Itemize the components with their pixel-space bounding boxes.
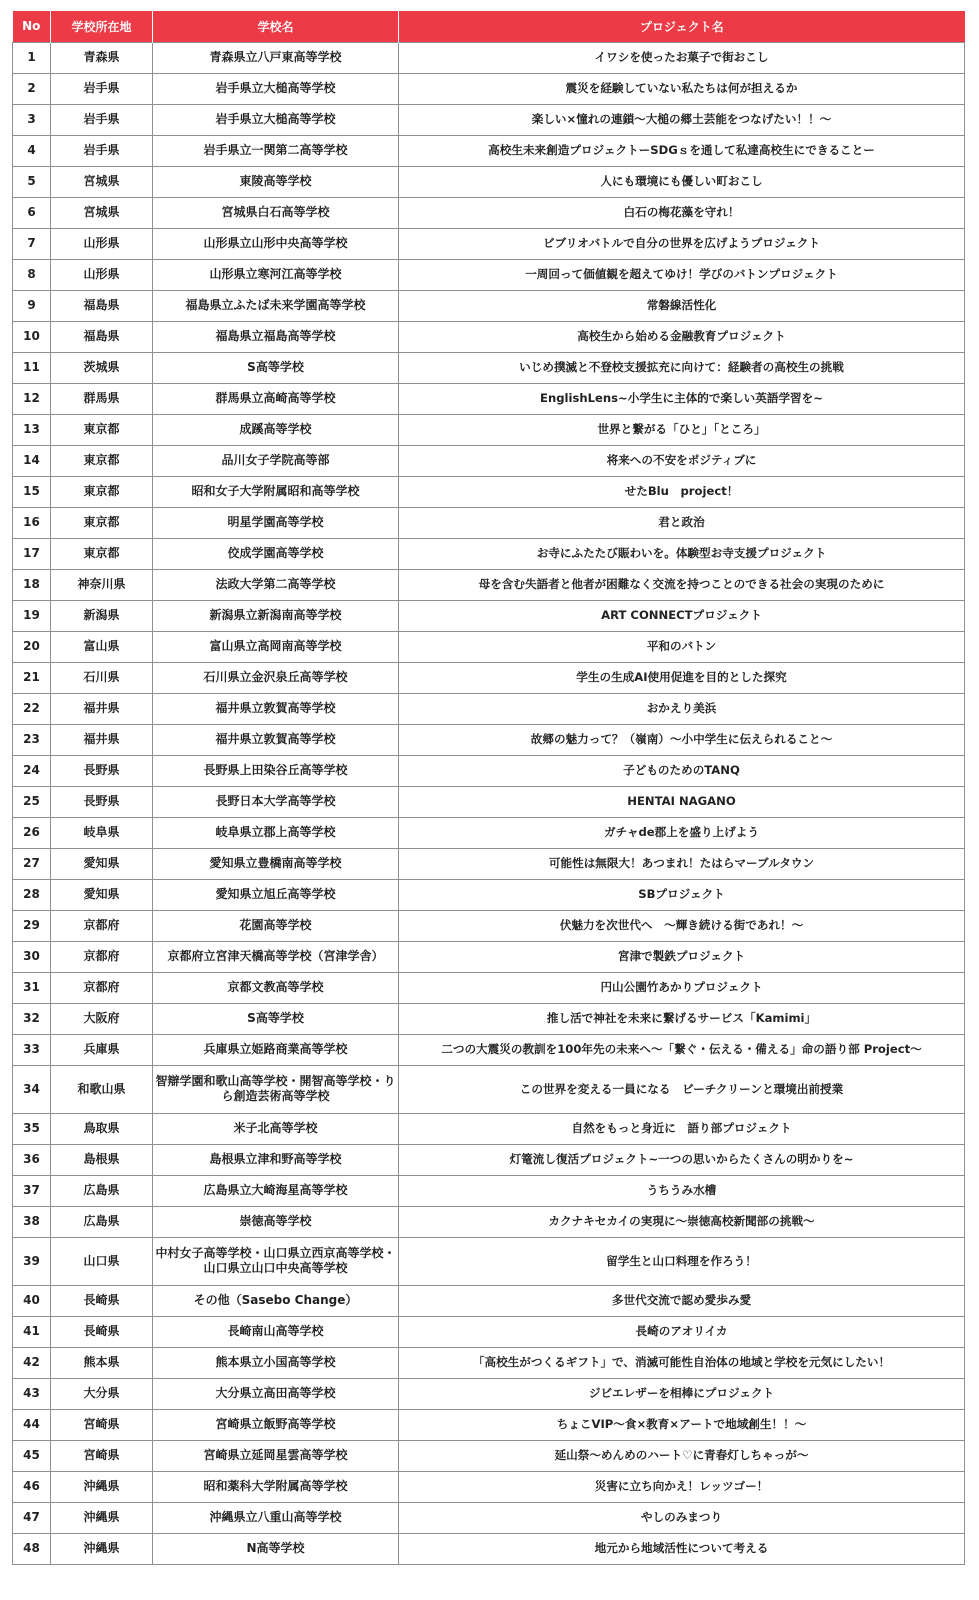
cell-no: 35 — [13, 1113, 51, 1144]
cell-project: 多世代交流で認め愛歩み愛 — [399, 1285, 965, 1316]
project-table-container — [12, 11, 964, 1565]
cell-prefecture: 長崎県 — [51, 1316, 153, 1347]
cell-no: 28 — [13, 879, 51, 910]
cell-project: 「高校生がつくるギフト」で、消滅可能性自治体の地域と学校を元気にしたい！ — [399, 1347, 965, 1378]
cell-project: 推し活で神社を未来に繋げるサービス「Kamimi」 — [399, 1003, 965, 1034]
table-row — [13, 414, 965, 445]
cell-no: 2 — [13, 73, 51, 104]
table-row — [13, 1034, 965, 1065]
cell-project: 故郷の魅力って？（嶺南）〜小中学生に伝えられること〜 — [399, 724, 965, 755]
cell-prefecture: 青森県 — [51, 42, 153, 73]
cell-school: 岩手県立一関第二高等学校 — [153, 135, 399, 166]
table-row — [13, 724, 965, 755]
cell-no: 14 — [13, 445, 51, 476]
table-row — [13, 321, 965, 352]
cell-prefecture: 和歌山県 — [51, 1065, 153, 1113]
cell-project: うちうみ水槽 — [399, 1175, 965, 1206]
cell-school: 品川女子学院高等部 — [153, 445, 399, 476]
cell-school: 岐阜県立郡上高等学校 — [153, 817, 399, 848]
cell-school: その他（Sasebo Change） — [153, 1285, 399, 1316]
cell-prefecture: 沖縄県 — [51, 1471, 153, 1502]
cell-school: 愛知県立豊橋南高等学校 — [153, 848, 399, 879]
table-row — [13, 1440, 965, 1471]
cell-no: 11 — [13, 352, 51, 383]
cell-prefecture: 石川県 — [51, 662, 153, 693]
cell-school: 宮崎県立延岡星雲高等学校 — [153, 1440, 399, 1471]
table-row — [13, 42, 965, 73]
cell-school: 山形県立寒河江高等学校 — [153, 259, 399, 290]
table-row — [13, 1206, 965, 1237]
cell-project: 延山祭〜めんめのハート♡に青春灯しちゃっが〜 — [399, 1440, 965, 1471]
cell-no: 47 — [13, 1502, 51, 1533]
cell-school: S高等学校 — [153, 1003, 399, 1034]
cell-school: 昭和薬科大学附属高等学校 — [153, 1471, 399, 1502]
cell-project: 長崎のアオリイカ — [399, 1316, 965, 1347]
cell-school: 富山県立高岡南高等学校 — [153, 631, 399, 662]
table-row — [13, 1533, 965, 1564]
cell-school: 福島県立福島高等学校 — [153, 321, 399, 352]
cell-project: 学生の生成AI使用促進を目的とした探究 — [399, 662, 965, 693]
cell-school: 石川県立金沢泉丘高等学校 — [153, 662, 399, 693]
cell-project: 地元から地域活性について考える — [399, 1533, 965, 1564]
cell-prefecture: 長野県 — [51, 755, 153, 786]
cell-no: 10 — [13, 321, 51, 352]
cell-project: 世界と繋がる「ひと」「ところ」 — [399, 414, 965, 445]
cell-project: お寺にふたたび賑わいを。体験型お寺支援プロジェクト — [399, 538, 965, 569]
cell-project: 将来への不安をポジティブに — [399, 445, 965, 476]
table-row — [13, 73, 965, 104]
cell-no: 9 — [13, 290, 51, 321]
cell-prefecture: 新潟県 — [51, 600, 153, 631]
cell-school: 宮崎県立飯野高等学校 — [153, 1409, 399, 1440]
cell-no: 23 — [13, 724, 51, 755]
table-row — [13, 1347, 965, 1378]
cell-school: 米子北高等学校 — [153, 1113, 399, 1144]
cell-prefecture: 茨城県 — [51, 352, 153, 383]
cell-prefecture: 大分県 — [51, 1378, 153, 1409]
cell-project: この世界を変える一員になる ビーチクリーンと環境出前授業 — [399, 1065, 965, 1113]
table-row — [13, 1113, 965, 1144]
cell-school: 広島県立大崎海星高等学校 — [153, 1175, 399, 1206]
cell-prefecture: 沖縄県 — [51, 1533, 153, 1564]
cell-prefecture: 熊本県 — [51, 1347, 153, 1378]
cell-project: 可能性は無限大！あつまれ！たはらマーブルタウン — [399, 848, 965, 879]
cell-school: 花園高等学校 — [153, 910, 399, 941]
cell-school: 岩手県立大槌高等学校 — [153, 104, 399, 135]
cell-prefecture: 島根県 — [51, 1144, 153, 1175]
cell-prefecture: 長崎県 — [51, 1285, 153, 1316]
cell-school: 熊本県立小国高等学校 — [153, 1347, 399, 1378]
column-header-no: No — [13, 11, 51, 42]
cell-no: 41 — [13, 1316, 51, 1347]
cell-no: 27 — [13, 848, 51, 879]
cell-project: 平和のバトン — [399, 631, 965, 662]
cell-no: 7 — [13, 228, 51, 259]
column-header-project: プロジェクト名 — [639, 19, 724, 34]
table-row — [13, 817, 965, 848]
table-row — [13, 538, 965, 569]
cell-prefecture: 京都府 — [51, 972, 153, 1003]
table-row — [13, 1378, 965, 1409]
cell-project: 白石の梅花藻を守れ！ — [399, 197, 965, 228]
cell-school: 成蹊高等学校 — [153, 414, 399, 445]
cell-prefecture: 長野県 — [51, 786, 153, 817]
table-row — [13, 910, 965, 941]
table-row — [13, 1316, 965, 1347]
table-row — [13, 848, 965, 879]
cell-project: 円山公園竹あかりプロジェクト — [399, 972, 965, 1003]
cell-school: 福島県立ふたば未来学園高等学校 — [153, 290, 399, 321]
cell-prefecture: 東京都 — [51, 476, 153, 507]
table-row — [13, 507, 965, 538]
cell-school: 福井県立敦賀高等学校 — [153, 693, 399, 724]
cell-prefecture: 富山県 — [51, 631, 153, 662]
table-row — [13, 476, 965, 507]
table-row — [13, 104, 965, 135]
cell-no: 4 — [13, 135, 51, 166]
cell-school: 宮城県白石高等学校 — [153, 197, 399, 228]
table-row — [13, 352, 965, 383]
cell-project: 高校生から始める金融教育プロジェクト — [399, 321, 965, 352]
cell-prefecture: 宮城県 — [51, 166, 153, 197]
table-row — [13, 879, 965, 910]
cell-prefecture: 兵庫県 — [51, 1034, 153, 1065]
table-row — [13, 1175, 965, 1206]
cell-prefecture: 岩手県 — [51, 73, 153, 104]
table-row — [13, 1409, 965, 1440]
cell-prefecture: 大阪府 — [51, 1003, 153, 1034]
cell-no: 39 — [13, 1237, 51, 1285]
cell-prefecture: 福井県 — [51, 724, 153, 755]
cell-project: 灯篭流し復活プロジェクト~一つの思いからたくさんの明かりを~ — [399, 1144, 965, 1175]
cell-project: EnglishLens~小学生に主体的で楽しい英語学習を~ — [399, 383, 965, 414]
cell-prefecture: 広島県 — [51, 1175, 153, 1206]
cell-prefecture: 東京都 — [51, 414, 153, 445]
cell-prefecture: 群馬県 — [51, 383, 153, 414]
cell-no: 31 — [13, 972, 51, 1003]
cell-no: 1 — [13, 42, 51, 73]
project-table — [12, 11, 965, 1565]
cell-prefecture: 福井県 — [51, 693, 153, 724]
cell-project: 母を含む失語者と他者が困難なく交流を持つことのできる社会の実現のために — [399, 569, 965, 600]
cell-project: いじめ撲滅と不登校支援拡充に向けて：経験者の高校生の挑戦 — [399, 352, 965, 383]
cell-no: 3 — [13, 104, 51, 135]
cell-no: 46 — [13, 1471, 51, 1502]
cell-no: 5 — [13, 166, 51, 197]
cell-prefecture: 岩手県 — [51, 135, 153, 166]
table-row — [13, 1065, 965, 1113]
cell-no: 13 — [13, 414, 51, 445]
table-row — [13, 1144, 965, 1175]
cell-school: 崇徳高等学校 — [153, 1206, 399, 1237]
cell-project: ガチャde郡上を盛り上げよう — [399, 817, 965, 848]
cell-prefecture: 山形県 — [51, 228, 153, 259]
cell-prefecture: 山口県 — [51, 1237, 153, 1285]
cell-prefecture: 沖縄県 — [51, 1502, 153, 1533]
table-row — [13, 445, 965, 476]
cell-prefecture: 鳥取県 — [51, 1113, 153, 1144]
column-header-school: 学校名 — [153, 11, 399, 42]
cell-project: 人にも環境にも優しい町おこし — [399, 166, 965, 197]
cell-no: 22 — [13, 693, 51, 724]
cell-no: 32 — [13, 1003, 51, 1034]
cell-project: せたBlu project！ — [399, 476, 965, 507]
cell-no: 33 — [13, 1034, 51, 1065]
cell-no: 34 — [13, 1065, 51, 1113]
cell-prefecture: 山形県 — [51, 259, 153, 290]
table-row — [13, 166, 965, 197]
cell-project: やしのみまつり — [399, 1502, 965, 1533]
cell-school: 智辯学園和歌山高等学校・開智高等学校・りら創造芸術高等学校 — [153, 1065, 399, 1113]
cell-no: 8 — [13, 259, 51, 290]
table-row — [13, 259, 965, 290]
table-row — [13, 1237, 965, 1285]
cell-school: 京都文教高等学校 — [153, 972, 399, 1003]
cell-no: 36 — [13, 1144, 51, 1175]
table-row — [13, 1502, 965, 1533]
cell-no: 15 — [13, 476, 51, 507]
cell-school: 中村女子高等学校・山口県立西京高等学校・山口県立山口中央高等学校 — [153, 1237, 399, 1285]
table-row — [13, 600, 965, 631]
cell-prefecture: 東京都 — [51, 507, 153, 538]
cell-no: 38 — [13, 1206, 51, 1237]
table-row — [13, 941, 965, 972]
cell-no: 18 — [13, 569, 51, 600]
cell-school: 明星学園高等学校 — [153, 507, 399, 538]
cell-no: 17 — [13, 538, 51, 569]
cell-school: 山形県立山形中央高等学校 — [153, 228, 399, 259]
cell-school: 長野日本大学高等学校 — [153, 786, 399, 817]
cell-no: 21 — [13, 662, 51, 693]
cell-no: 6 — [13, 197, 51, 228]
cell-prefecture: 岐阜県 — [51, 817, 153, 848]
cell-no: 43 — [13, 1378, 51, 1409]
table-row — [13, 786, 965, 817]
cell-project: 震災を経験していない私たちは何が担えるか — [399, 73, 965, 104]
cell-project: 二つの大震災の教訓を100年先の未来へ〜「繋ぐ・伝える・備える」命の語り部 Project〜 — [399, 1034, 965, 1065]
cell-no: 37 — [13, 1175, 51, 1206]
cell-no: 16 — [13, 507, 51, 538]
cell-project: 宮津で製鉄プロジェクト — [399, 941, 965, 972]
cell-project: 災害に立ち向かえ！レッツゴー！ — [399, 1471, 965, 1502]
cell-no: 19 — [13, 600, 51, 631]
cell-no: 44 — [13, 1409, 51, 1440]
table-row — [13, 383, 965, 414]
cell-school: 長野県上田染谷丘高等学校 — [153, 755, 399, 786]
cell-no: 26 — [13, 817, 51, 848]
table-row — [13, 972, 965, 1003]
cell-project: 自然をもっと身近に 語り部プロジェクト — [399, 1113, 965, 1144]
cell-school: 京都府立宮津天橋高等学校（宮津学舎） — [153, 941, 399, 972]
table-body — [13, 42, 965, 1564]
cell-prefecture: 宮城県 — [51, 197, 153, 228]
table-header-row — [13, 11, 965, 42]
table-row — [13, 290, 965, 321]
cell-school: N高等学校 — [153, 1533, 399, 1564]
cell-project: 楽しい×憧れの連鎖〜大槌の郷土芸能をつなげたい！！〜 — [399, 104, 965, 135]
cell-school: 島根県立津和野高等学校 — [153, 1144, 399, 1175]
table-row — [13, 1003, 965, 1034]
cell-project: イワシを使ったお菓子で街おこし — [399, 42, 965, 73]
table-row — [13, 1285, 965, 1316]
cell-school: S高等学校 — [153, 352, 399, 383]
table-row — [13, 569, 965, 600]
cell-no: 45 — [13, 1440, 51, 1471]
cell-project: 常磐線活性化 — [399, 290, 965, 321]
cell-no: 30 — [13, 941, 51, 972]
cell-no: 24 — [13, 755, 51, 786]
cell-prefecture: 東京都 — [51, 538, 153, 569]
cell-no: 25 — [13, 786, 51, 817]
table-row — [13, 631, 965, 662]
cell-prefecture: 広島県 — [51, 1206, 153, 1237]
cell-school: 新潟県立新潟南高等学校 — [153, 600, 399, 631]
cell-project: カクナキセカイの実現に〜崇徳高校新聞部の挑戦〜 — [399, 1206, 965, 1237]
cell-prefecture: 宮崎県 — [51, 1409, 153, 1440]
cell-school: 大分県立高田高等学校 — [153, 1378, 399, 1409]
cell-prefecture: 京都府 — [51, 910, 153, 941]
table-row — [13, 135, 965, 166]
cell-project: ちょこVIP〜食×教育×アートで地域創生！！〜 — [399, 1409, 965, 1440]
cell-prefecture: 東京都 — [51, 445, 153, 476]
cell-project: HENTAI NAGANO — [399, 786, 965, 817]
cell-prefecture: 愛知県 — [51, 848, 153, 879]
cell-school: 兵庫県立姫路商業高等学校 — [153, 1034, 399, 1065]
cell-prefecture: 宮崎県 — [51, 1440, 153, 1471]
cell-school: 岩手県立大槌高等学校 — [153, 73, 399, 104]
column-header-prefecture: 学校所在地 — [51, 11, 153, 42]
cell-prefecture: 京都府 — [51, 941, 153, 972]
cell-school: 昭和女子大学附属昭和高等学校 — [153, 476, 399, 507]
cell-project: ビブリオバトルで自分の世界を広げようプロジェクト — [399, 228, 965, 259]
table-row — [13, 662, 965, 693]
cell-prefecture: 愛知県 — [51, 879, 153, 910]
cell-prefecture: 岩手県 — [51, 104, 153, 135]
table-row — [13, 1471, 965, 1502]
table-row — [13, 693, 965, 724]
cell-no: 48 — [13, 1533, 51, 1564]
cell-school: 愛知県立旭丘高等学校 — [153, 879, 399, 910]
cell-project: ジビエレザーを相棒にプロジェクト — [399, 1378, 965, 1409]
cell-project: ART CONNECTプロジェクト — [399, 600, 965, 631]
cell-no: 40 — [13, 1285, 51, 1316]
cell-project: 伏魅力を次世代へ 〜輝き続ける街であれ！〜 — [399, 910, 965, 941]
cell-no: 20 — [13, 631, 51, 662]
cell-school: 東陵高等学校 — [153, 166, 399, 197]
cell-project: SBプロジェクト — [399, 879, 965, 910]
cell-no: 42 — [13, 1347, 51, 1378]
cell-prefecture: 神奈川県 — [51, 569, 153, 600]
cell-school: 佼成学園高等学校 — [153, 538, 399, 569]
table-row — [13, 197, 965, 228]
cell-prefecture: 福島県 — [51, 321, 153, 352]
table-row — [13, 755, 965, 786]
cell-project: 子どものためのTANQ — [399, 755, 965, 786]
cell-no: 12 — [13, 383, 51, 414]
cell-project: 留学生と山口料理を作ろう！ — [399, 1237, 965, 1285]
cell-project: おかえり美浜 — [399, 693, 965, 724]
cell-project: 君と政治 — [399, 507, 965, 538]
cell-school: 青森県立八戸東高等学校 — [153, 42, 399, 73]
cell-no: 29 — [13, 910, 51, 941]
cell-school: 沖縄県立八重山高等学校 — [153, 1502, 399, 1533]
cell-prefecture: 福島県 — [51, 290, 153, 321]
cell-school: 長崎南山高等学校 — [153, 1316, 399, 1347]
cell-project: 高校生未来創造プロジェクトーSDGｓを通して私達高校生にできることー — [399, 135, 965, 166]
cell-project: 一周回って価値観を超えてゆけ！学びのバトンプロジェクト — [399, 259, 965, 290]
cell-school: 福井県立敦賀高等学校 — [153, 724, 399, 755]
cell-school: 群馬県立高崎高等学校 — [153, 383, 399, 414]
cell-school: 法政大学第二高等学校 — [153, 569, 399, 600]
table-row — [13, 228, 965, 259]
